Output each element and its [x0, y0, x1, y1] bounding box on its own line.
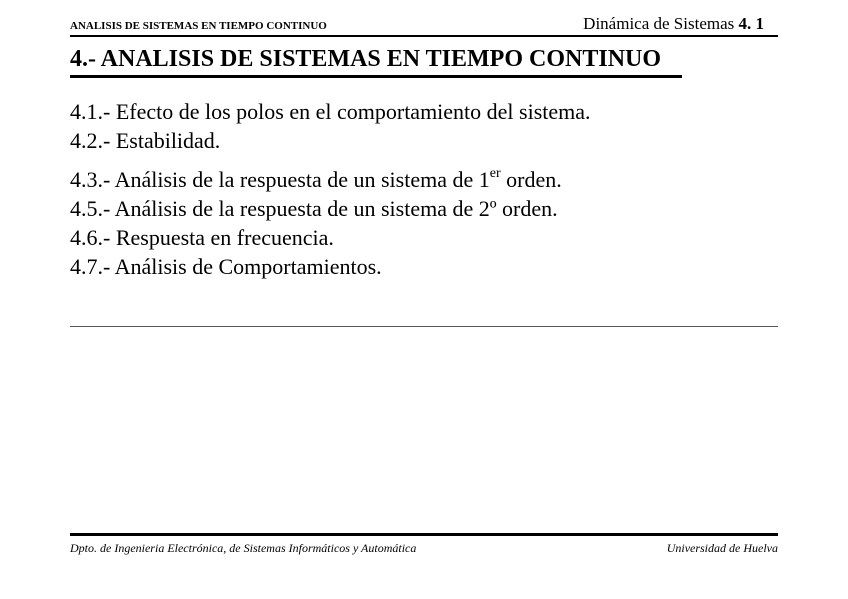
header-course-page	[583, 14, 764, 34]
chapter-title: 4.- ANALISIS DE SISTEMAS EN TIEMPO CONTINUO	[70, 46, 662, 72]
footer-rule	[70, 533, 778, 536]
footer-university: Universidad de Huelva	[666, 541, 778, 555]
toc-item: 4.6.- Respuesta en frecuencia.	[70, 225, 334, 250]
toc-item-text: orden.	[500, 167, 562, 192]
toc-item: 4.5.- Análisis de la respuesta de un sistema de 2º orden.	[70, 196, 558, 221]
toc-item-superscript: er	[489, 165, 501, 181]
toc-item	[70, 165, 591, 194]
page-header	[70, 13, 778, 35]
table-of-contents	[70, 97, 591, 281]
toc-item: 4.2.- Estabilidad.	[70, 128, 221, 153]
toc-item: 4.7.- Análisis de Comportamientos.	[70, 254, 382, 279]
footer-department: Dpto. de Ingenieria Electrónica, de Sistemas Informáticos y Automática	[70, 541, 417, 555]
toc-item: 4.1.- Efecto de los polos en el comportamiento del sistema.	[70, 99, 591, 124]
header-rule	[70, 35, 778, 37]
toc-item-text: 4.3.- Análisis de la respuesta de un sistema de 1	[70, 167, 490, 192]
header-section-title: ANALISIS DE SISTEMAS EN TIEMPO CONTINUO	[70, 20, 327, 32]
header-page-number: 4. 1	[738, 14, 764, 33]
section-divider	[70, 326, 778, 327]
title-underline	[70, 75, 682, 78]
header-course-name: Dinámica de Sistemas	[583, 14, 739, 33]
